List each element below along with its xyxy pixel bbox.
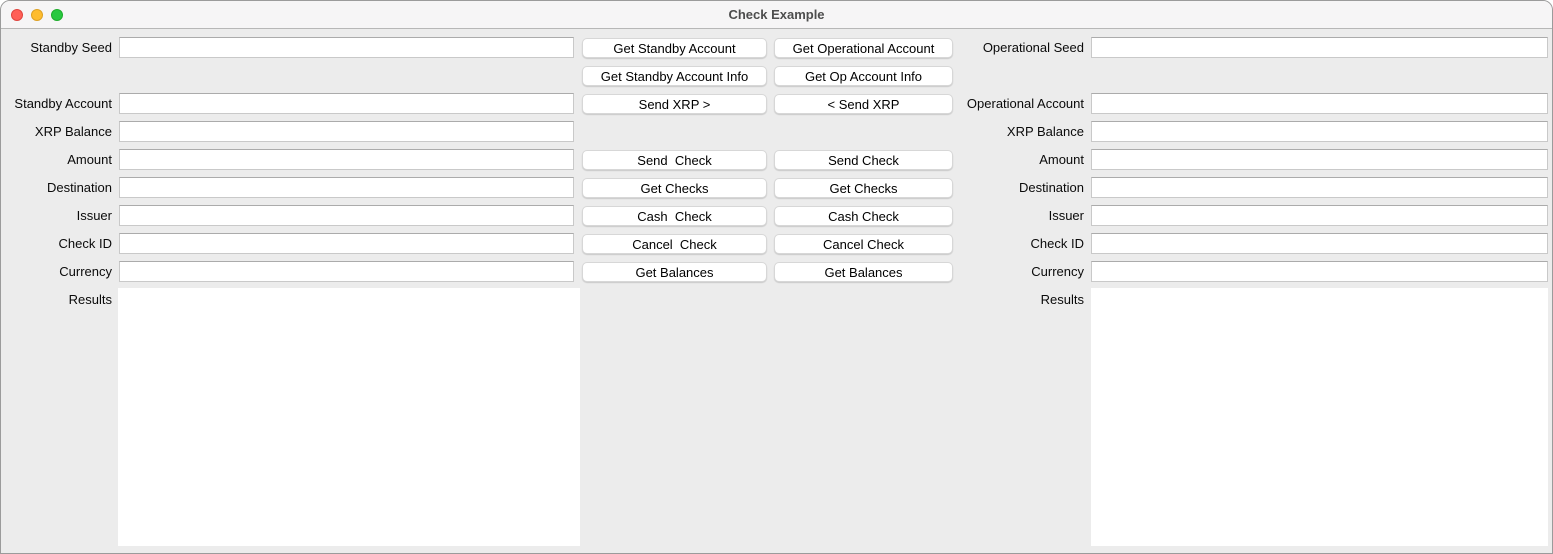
- operational-cash-check-button[interactable]: Cash Check: [774, 206, 953, 226]
- send-xrp-to-operational-button[interactable]: Send XRP >: [582, 94, 767, 114]
- operational-results-textarea[interactable]: [1091, 288, 1548, 546]
- get-operational-account-button[interactable]: Get Operational Account: [774, 38, 953, 58]
- standby-issuer-label: Issuer: [76, 208, 112, 223]
- standby-seed-input[interactable]: [119, 37, 574, 58]
- window-content: [1, 29, 1552, 554]
- standby-destination-input[interactable]: [119, 177, 574, 198]
- operational-amount-label: Amount: [1039, 152, 1084, 167]
- operational-cancel-check-button[interactable]: Cancel Check: [774, 234, 953, 254]
- standby-results-textarea[interactable]: [118, 288, 580, 546]
- standby-xrp-balance-input[interactable]: [119, 121, 574, 142]
- operational-currency-label: Currency: [1031, 264, 1084, 279]
- standby-destination-label: Destination: [46, 180, 112, 195]
- operational-destination-input[interactable]: [1091, 177, 1548, 198]
- standby-get-checks-button[interactable]: Get Checks: [582, 178, 767, 198]
- standby-account-input[interactable]: [119, 93, 574, 114]
- window-title: Check Example: [728, 7, 825, 22]
- operational-check-id-input[interactable]: [1091, 233, 1548, 254]
- standby-xrp-balance-label: XRP Balance: [34, 124, 112, 139]
- operational-send-check-button[interactable]: Send Check: [774, 150, 953, 170]
- get-op-account-info-button[interactable]: Get Op Account Info: [774, 66, 953, 86]
- operational-currency-input[interactable]: [1091, 261, 1548, 282]
- standby-issuer-input[interactable]: [119, 205, 574, 226]
- operational-xrp-balance-label: XRP Balance: [1006, 124, 1084, 139]
- standby-account-label: Standby Account: [14, 96, 112, 111]
- standby-results-label: Results: [68, 292, 112, 307]
- operational-check-id-label: Check ID: [1030, 236, 1084, 251]
- operational-amount-input[interactable]: [1091, 149, 1548, 170]
- standby-get-balances-button[interactable]: Get Balances: [582, 262, 767, 282]
- operational-seed-label: Operational Seed: [982, 40, 1084, 55]
- operational-seed-input[interactable]: [1091, 37, 1548, 58]
- operational-issuer-label: Issuer: [1048, 208, 1084, 223]
- operational-issuer-input[interactable]: [1091, 205, 1548, 226]
- get-standby-account-button[interactable]: Get Standby Account: [582, 38, 767, 58]
- operational-get-balances-button[interactable]: Get Balances: [774, 262, 953, 282]
- standby-amount-input[interactable]: [119, 149, 574, 170]
- standby-seed-label: Standby Seed: [30, 40, 112, 55]
- operational-results-label: Results: [1040, 292, 1084, 307]
- get-standby-account-info-button[interactable]: Get Standby Account Info: [582, 66, 767, 86]
- standby-currency-input[interactable]: [119, 261, 574, 282]
- standby-cancel-check-button[interactable]: Cancel Check: [582, 234, 767, 254]
- standby-send-check-button[interactable]: Send Check: [582, 150, 767, 170]
- operational-xrp-balance-input[interactable]: [1091, 121, 1548, 142]
- titlebar: [1, 1, 1552, 29]
- operational-get-checks-button[interactable]: Get Checks: [774, 178, 953, 198]
- send-xrp-to-standby-button[interactable]: < Send XRP: [774, 94, 953, 114]
- standby-check-id-label: Check ID: [58, 236, 112, 251]
- operational-account-label: Operational Account: [966, 96, 1084, 111]
- operational-destination-label: Destination: [1018, 180, 1084, 195]
- operational-account-input[interactable]: [1091, 93, 1548, 114]
- standby-amount-label: Amount: [67, 152, 112, 167]
- standby-cash-check-button[interactable]: Cash Check: [582, 206, 767, 226]
- standby-currency-label: Currency: [59, 264, 112, 279]
- standby-check-id-input[interactable]: [119, 233, 574, 254]
